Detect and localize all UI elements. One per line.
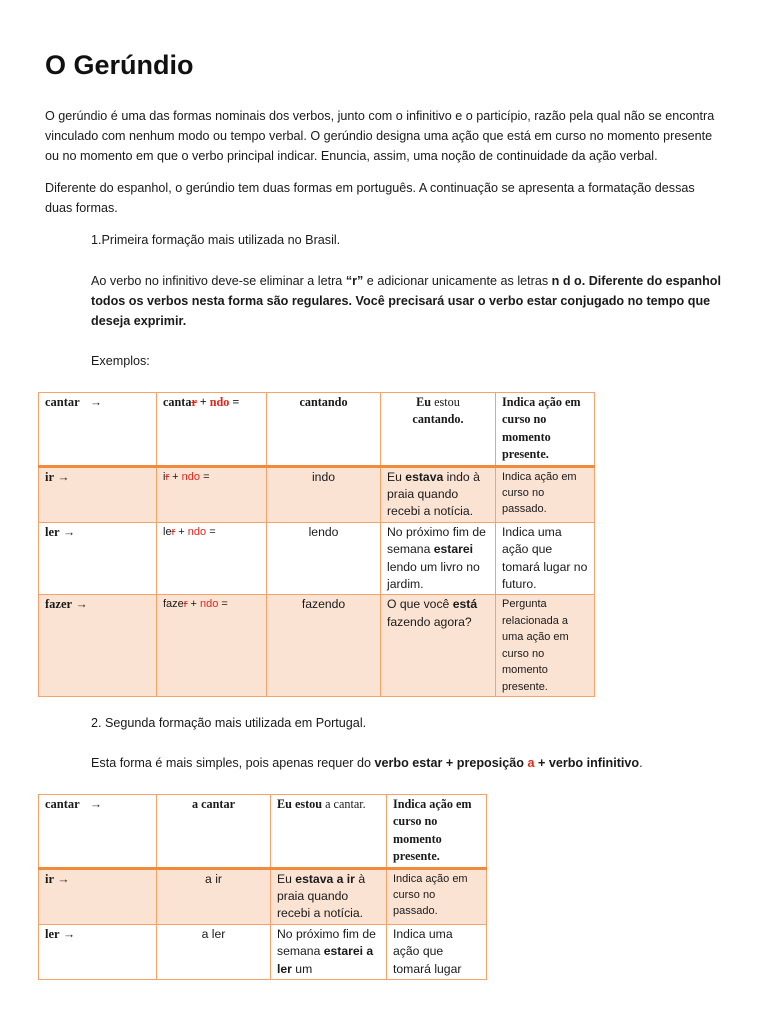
table-header-row xyxy=(39,795,487,869)
meaning-cell: Indica uma ação que tomará lugar xyxy=(387,924,487,979)
example-cell: Eu estou a cantar. xyxy=(271,795,387,869)
verb-cell: ler → xyxy=(39,522,157,595)
result-cell: cantando xyxy=(267,393,381,467)
result-cell: lendo xyxy=(267,522,381,595)
page-title: O Gerúndio xyxy=(45,50,194,80)
verb-cell: ir → xyxy=(39,466,157,522)
example-cell: No próximo fim de semana estarei lendo um livro no jardim. xyxy=(381,522,496,595)
formation-cell: cantar + ndo = xyxy=(157,393,267,467)
table-row xyxy=(39,466,595,522)
rule-letter-r: “r” xyxy=(345,274,364,288)
table-row xyxy=(39,924,487,979)
meaning-cell: Indica ação em curso no passado. xyxy=(496,466,595,522)
verb-cell: fazer → xyxy=(39,595,157,696)
table-row xyxy=(39,522,595,595)
verb-cell: cantar → xyxy=(39,393,157,467)
rule-text: . xyxy=(639,756,643,770)
rule-text-bold: verbo estar + preposição xyxy=(374,756,528,770)
verb-cell: ler → xyxy=(39,924,157,979)
rule-text-bold: . Diferente do espanhol todos os verbos nesta forma são regulares. Você precisará usar o verbo estar conjugado no tempo que deseja exprimir. xyxy=(91,274,721,328)
example-cell: Eu estava indo à praia quando recebi a notícia. xyxy=(381,466,496,522)
section1-rule xyxy=(91,271,731,331)
section2-heading: 2. Segunda formação mais utilizada em Portugal. xyxy=(91,716,367,730)
meaning-cell: Indica ação em curso no momento presente. xyxy=(496,393,595,467)
examples-label: Exemplos: xyxy=(91,354,150,368)
result-cell: a ir xyxy=(157,868,271,924)
rule-letters-ndo: n d o xyxy=(551,274,582,288)
result-cell: a cantar xyxy=(157,795,271,869)
gerund-table-brazil xyxy=(38,392,595,697)
rule-text: Ao verbo no infinitivo deve-se eliminar a letra xyxy=(91,274,346,288)
rule-text: Esta forma é mais simples, pois apenas requer do xyxy=(91,756,375,770)
example-cell: Eu estava a ir à praia quando recebi a notícia. xyxy=(271,868,387,924)
section1-heading: 1.Primeira formação mais utilizada no Brasil. xyxy=(91,233,341,247)
meaning-cell: Indica ação em curso no passado. xyxy=(387,868,487,924)
intro-paragraph-1: O gerúndio é uma das formas nominais dos verbos, junto com o infinitivo e o particípio, razão pela qual não se encontra vinculado com nenhum modo ou tempo verbal. O gerúndio designa uma ação que está em curso no momento presente ou no momento em que o verbo principal indicar. Enuncia, assim, uma noção de continuidade da ação verbal. xyxy=(45,109,715,163)
formation-cell: ler + ndo = xyxy=(157,522,267,595)
result-cell: indo xyxy=(267,466,381,522)
verb-cell: cantar → xyxy=(39,795,157,869)
table-row xyxy=(39,595,595,696)
rule-preposition: a xyxy=(527,756,535,770)
example-cell: No próximo fim de semana estarei a ler um xyxy=(271,924,387,979)
meaning-cell: Pergunta relacionada a uma ação em curso no momento presente. xyxy=(496,595,595,696)
verb-cell: ir → xyxy=(39,868,157,924)
rule-text-bold: + verbo infinitivo xyxy=(534,756,640,770)
example-cell: Eu estou cantando. xyxy=(381,393,496,467)
intro-paragraph-2: Diferente do espanhol, o gerúndio tem duas formas em português. A continuação se apresenta a formatação dessas duas formas. xyxy=(45,181,695,215)
example-cell: O que você está fazendo agora? xyxy=(381,595,496,696)
section2-rule xyxy=(91,753,731,773)
formation-cell: fazer + ndo = xyxy=(157,595,267,696)
table-header-row xyxy=(39,393,595,467)
gerund-table-portugal xyxy=(38,794,487,980)
table-row xyxy=(39,868,487,924)
result-cell: a ler xyxy=(157,924,271,979)
result-cell: fazendo xyxy=(267,595,381,696)
meaning-cell: Indica ação em curso no momento presente. xyxy=(387,795,487,869)
rule-text: e adicionar unicamente as letras xyxy=(363,274,552,288)
meaning-cell: Indica uma ação que tomará lugar no futuro. xyxy=(496,522,595,595)
formation-cell: ir + ndo = xyxy=(157,466,267,522)
